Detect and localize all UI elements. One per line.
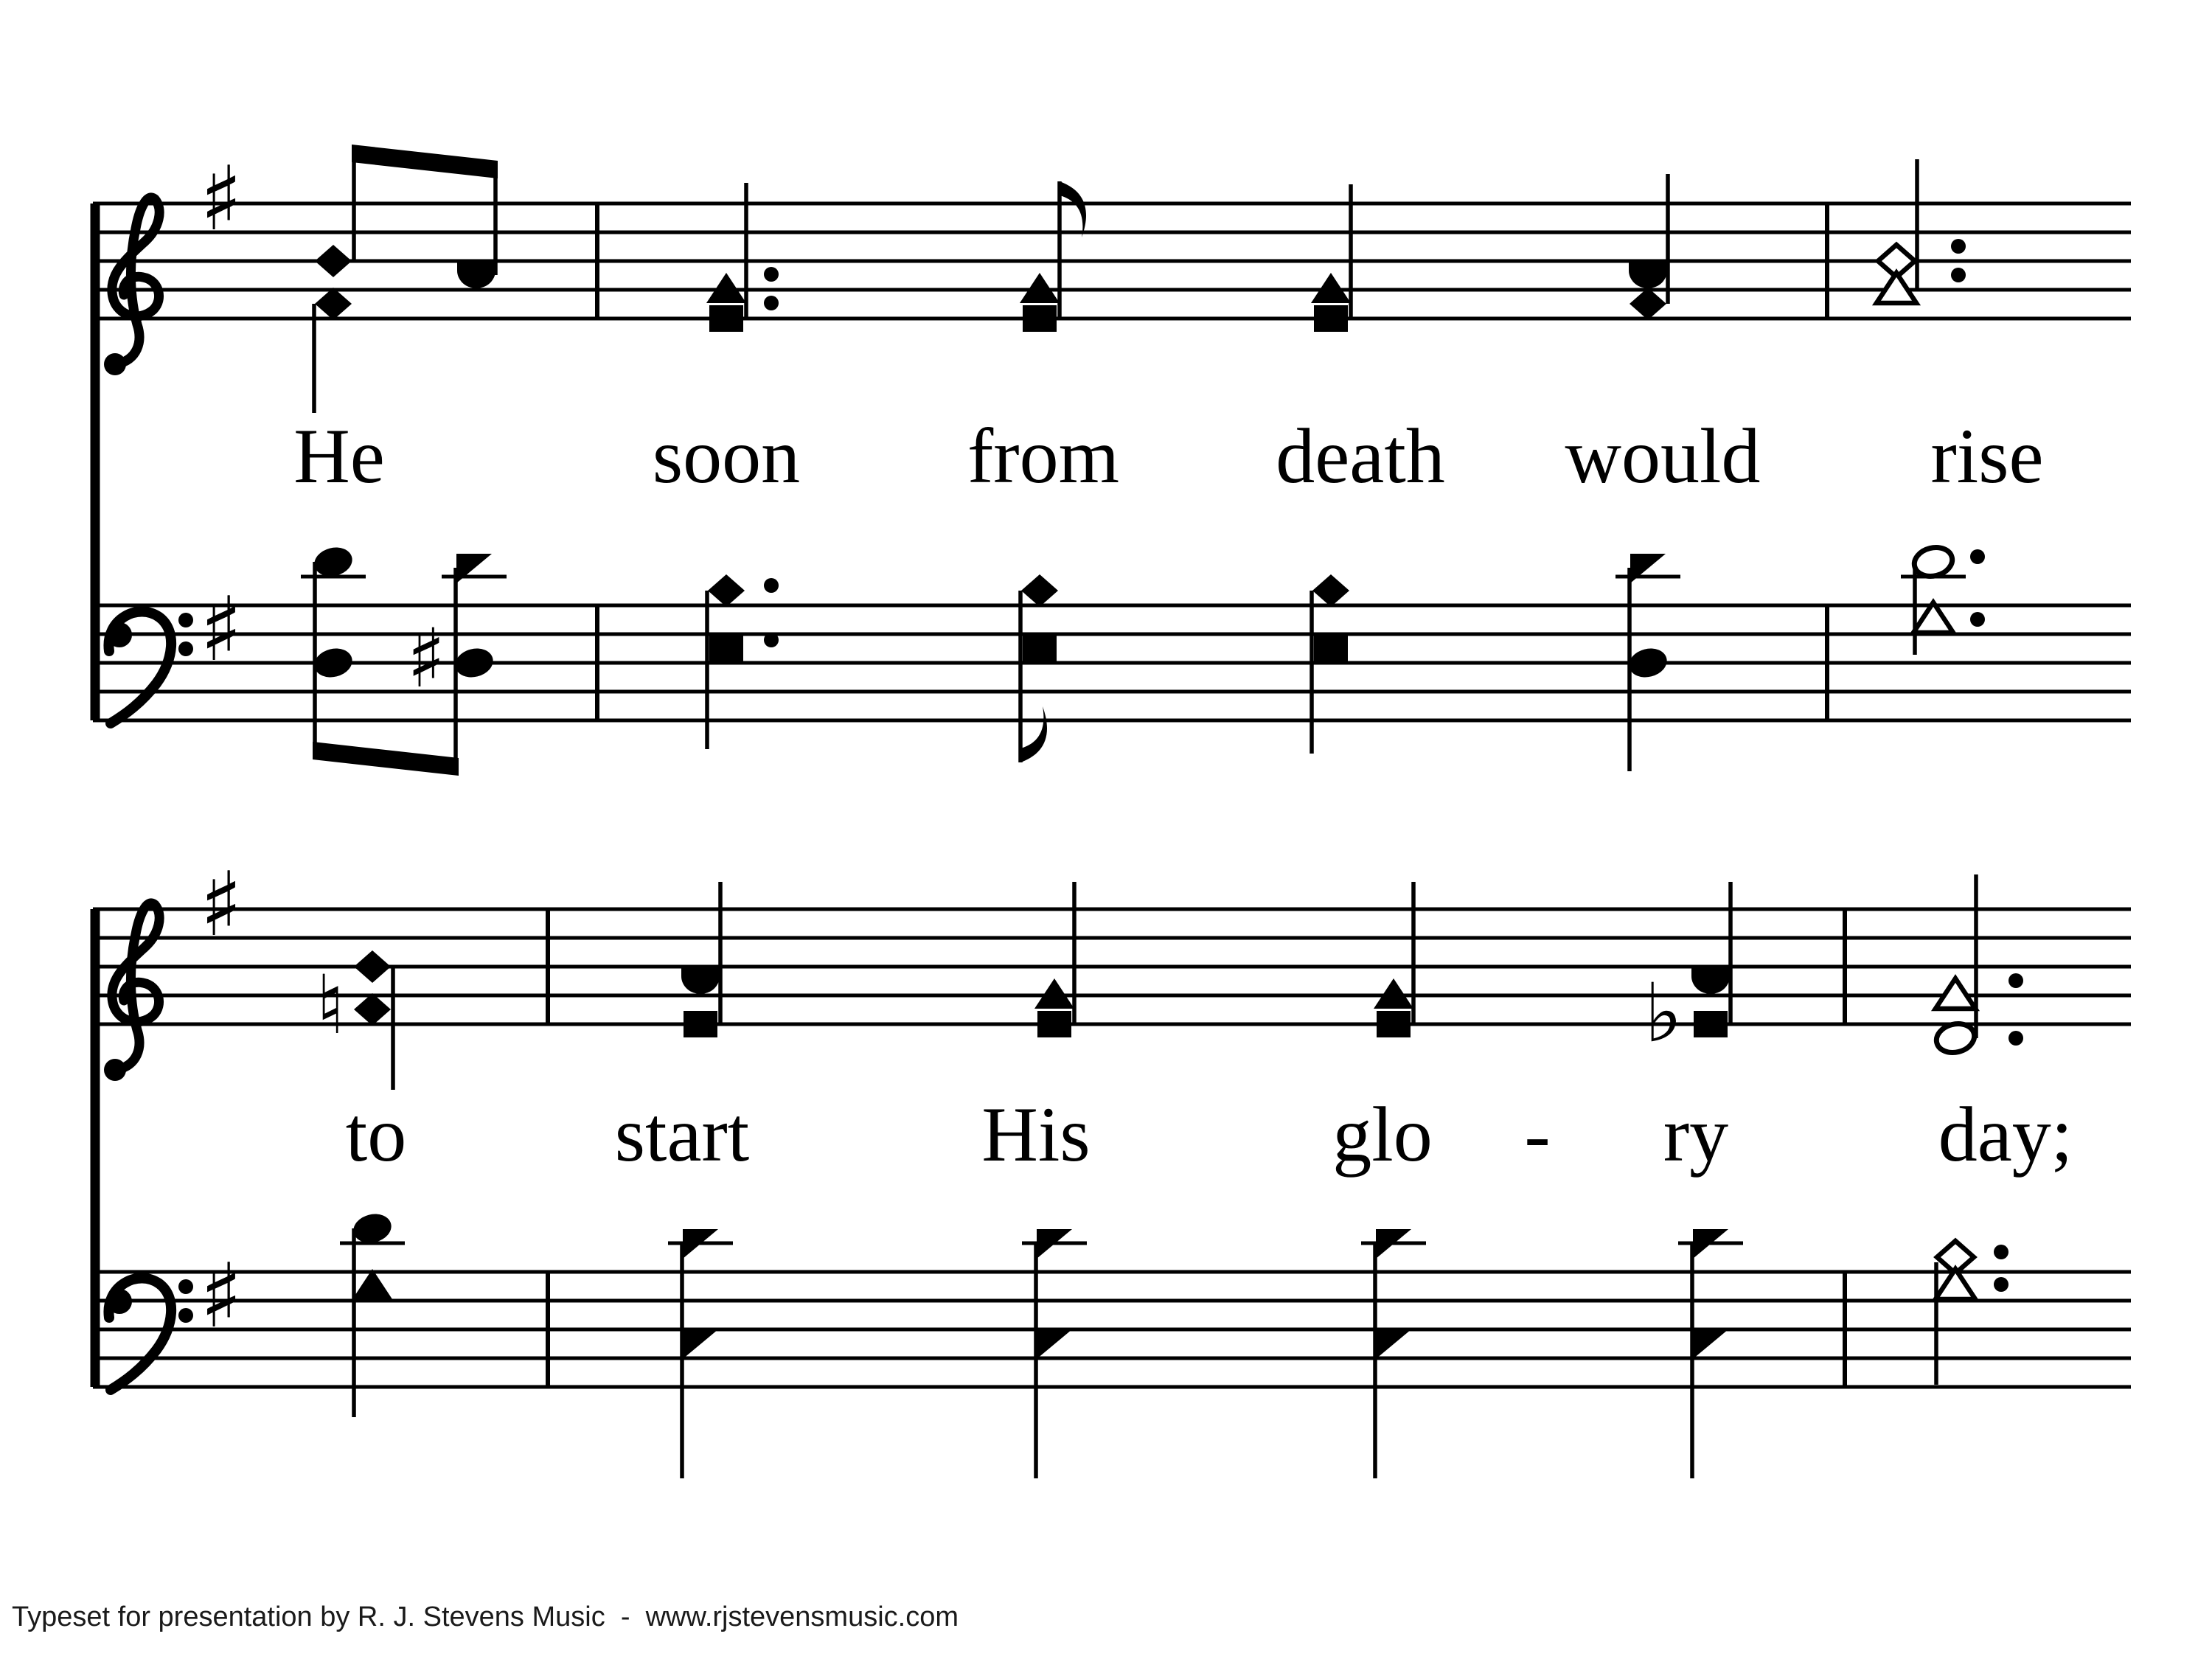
lyric-word: would	[1565, 413, 1761, 499]
oval-notehead	[452, 644, 496, 681]
note-stem	[1072, 882, 1077, 1024]
barline	[595, 604, 599, 722]
diamond-notehead	[1312, 574, 1349, 607]
treble-clef	[104, 198, 159, 375]
lyric-word: soon	[652, 413, 801, 499]
fa-notehead	[456, 554, 492, 583]
staff-line	[93, 994, 2131, 998]
square-notehead	[1037, 1011, 1071, 1037]
barline	[546, 908, 550, 1026]
bass-clef	[107, 1279, 193, 1390]
note-stem	[391, 967, 395, 1090]
note-stem	[493, 164, 498, 275]
note-stem	[1310, 591, 1314, 754]
staff-line	[93, 1328, 2131, 1332]
square-notehead	[1023, 305, 1057, 332]
fa-notehead	[1630, 554, 1666, 583]
treble-clef	[104, 903, 159, 1081]
note	[668, 1229, 733, 1478]
bass-clef	[107, 612, 193, 723]
diamond-notehead	[708, 574, 745, 607]
key-signature-sharp: ♯	[199, 854, 243, 956]
square-notehead	[1314, 305, 1348, 332]
note-stem	[744, 183, 748, 319]
staff-line	[93, 908, 2131, 911]
lyric-word: glo	[1332, 1091, 1433, 1178]
eighth-flag	[1020, 706, 1047, 762]
fa-notehead	[683, 1329, 718, 1359]
note-stem	[1915, 159, 1919, 290]
square-notehead	[709, 305, 743, 332]
note-stem	[1373, 1243, 1377, 1478]
note	[1629, 174, 1670, 320]
cup-notehead	[457, 262, 495, 288]
note-stem	[680, 1243, 684, 1478]
note	[316, 950, 394, 1090]
beam	[313, 742, 459, 776]
diamond-notehead	[315, 288, 352, 320]
note	[312, 147, 356, 413]
note-stem	[1349, 184, 1353, 319]
bass-staff	[93, 1210, 2131, 1478]
square-notehead	[1314, 635, 1348, 661]
augmentation-dot	[1970, 549, 1985, 564]
footer-credit: Typeset for presentation by R. J. Stevens Music - www.rjstevensmusic.com	[12, 1601, 959, 1632]
cup-notehead	[1629, 262, 1667, 288]
diamond-notehead	[354, 950, 391, 983]
lyric-word: to	[345, 1091, 407, 1178]
lyric-word: death	[1276, 413, 1445, 499]
square-notehead	[709, 635, 743, 661]
natural-accidental: ♮	[316, 958, 345, 1052]
oval-notehead	[350, 1210, 394, 1246]
note	[1934, 1241, 2008, 1385]
note-stem	[1913, 568, 1917, 655]
note-stem	[1057, 181, 1062, 319]
lyrics-line-2	[0, 1091, 2212, 1187]
note-stem	[352, 1228, 356, 1417]
augmentation-dot	[764, 267, 779, 282]
staff-line	[93, 965, 2131, 969]
lyric-hyphen: -	[1524, 1091, 1551, 1178]
note	[406, 554, 507, 771]
note	[681, 882, 723, 1037]
augmentation-dot	[1994, 1245, 2008, 1259]
augmentation-dot	[1970, 612, 1985, 627]
beam	[352, 145, 498, 178]
barline	[1825, 604, 1829, 722]
diamond-notehead	[354, 993, 391, 1026]
augmentation-dot	[764, 578, 779, 593]
diamond-notehead	[1630, 288, 1666, 320]
barline	[1843, 1270, 1847, 1388]
note-stem	[1666, 174, 1670, 304]
square-notehead	[1694, 1011, 1728, 1037]
augmentation-dot	[1951, 239, 1966, 254]
fa-notehead	[1693, 1329, 1728, 1359]
sharp-accidental: ♯	[406, 611, 446, 706]
key-signature-sharp: ♯	[199, 1245, 243, 1348]
ledger-line	[442, 575, 507, 579]
staff-line	[93, 1299, 2131, 1303]
note-stem	[312, 304, 316, 413]
lyric-word: He	[293, 413, 385, 499]
note	[457, 164, 498, 288]
lyric-word: ry	[1663, 1091, 1729, 1178]
note-stem	[705, 591, 709, 749]
note	[1361, 1229, 1426, 1478]
lyric-word: His	[981, 1091, 1091, 1178]
barline	[595, 202, 599, 320]
diamond-notehead	[1021, 574, 1058, 607]
treble-staff	[93, 854, 2131, 1090]
note-stem	[1974, 874, 1978, 1038]
fa-notehead	[1376, 1329, 1411, 1359]
note	[1311, 184, 1353, 332]
note-stem	[1690, 1243, 1694, 1478]
note	[1018, 574, 1058, 762]
note-stem	[1018, 591, 1023, 762]
note	[1901, 543, 1985, 655]
staff-line	[93, 1023, 2131, 1026]
augmentation-dot	[764, 633, 779, 647]
bass-staff	[93, 543, 2131, 776]
note-stem	[352, 147, 356, 261]
note	[1678, 1229, 1743, 1478]
lyric-word: from	[967, 413, 1120, 499]
treble-staff	[93, 145, 2131, 413]
eighth-flag	[1060, 181, 1086, 237]
staff-line	[93, 1385, 2131, 1389]
key-signature-sharp: ♯	[199, 579, 243, 681]
note-stem	[453, 568, 458, 771]
barline	[1825, 202, 1829, 320]
note-stem	[718, 882, 723, 1024]
square-notehead	[684, 1011, 717, 1037]
cup-notehead	[681, 968, 720, 994]
note-stem	[1627, 568, 1632, 771]
note	[1022, 1229, 1087, 1478]
lyric-word: start	[614, 1091, 750, 1178]
augmentation-dot	[764, 296, 779, 310]
open-oval-notehead	[1911, 543, 1955, 580]
staff-line	[93, 1270, 2131, 1274]
lyric-word: rise	[1930, 413, 2044, 499]
oval-notehead	[1626, 644, 1670, 681]
fa-notehead	[1037, 1329, 1072, 1359]
note-stem	[1034, 1243, 1038, 1478]
augmentation-dot	[1951, 268, 1966, 282]
cup-notehead	[1691, 968, 1730, 994]
square-notehead	[1377, 1011, 1411, 1037]
augmentation-dot	[2008, 1031, 2023, 1046]
augmentation-dot	[1994, 1277, 2008, 1292]
note-stem	[1728, 882, 1733, 1024]
note	[1374, 882, 1416, 1037]
key-signature-sharp: ♯	[199, 148, 243, 251]
lyrics-line-1	[0, 413, 2212, 509]
ledger-line	[1615, 575, 1680, 579]
augmentation-dot	[2008, 973, 2023, 988]
staff-line	[93, 936, 2131, 940]
note-stem	[1934, 1262, 1938, 1385]
oval-notehead	[311, 644, 355, 681]
note-stem	[1411, 882, 1416, 1024]
oval-notehead	[311, 543, 355, 580]
note-stem	[313, 562, 317, 752]
staff-line	[93, 1357, 2131, 1360]
barline	[546, 1270, 550, 1388]
flat-accidental: ♭	[1644, 966, 1683, 1060]
barline	[1843, 908, 1847, 1026]
note	[1034, 882, 1077, 1037]
square-notehead	[1023, 635, 1057, 661]
lyric-word: day;	[1938, 1091, 2073, 1178]
diamond-notehead	[315, 245, 352, 277]
